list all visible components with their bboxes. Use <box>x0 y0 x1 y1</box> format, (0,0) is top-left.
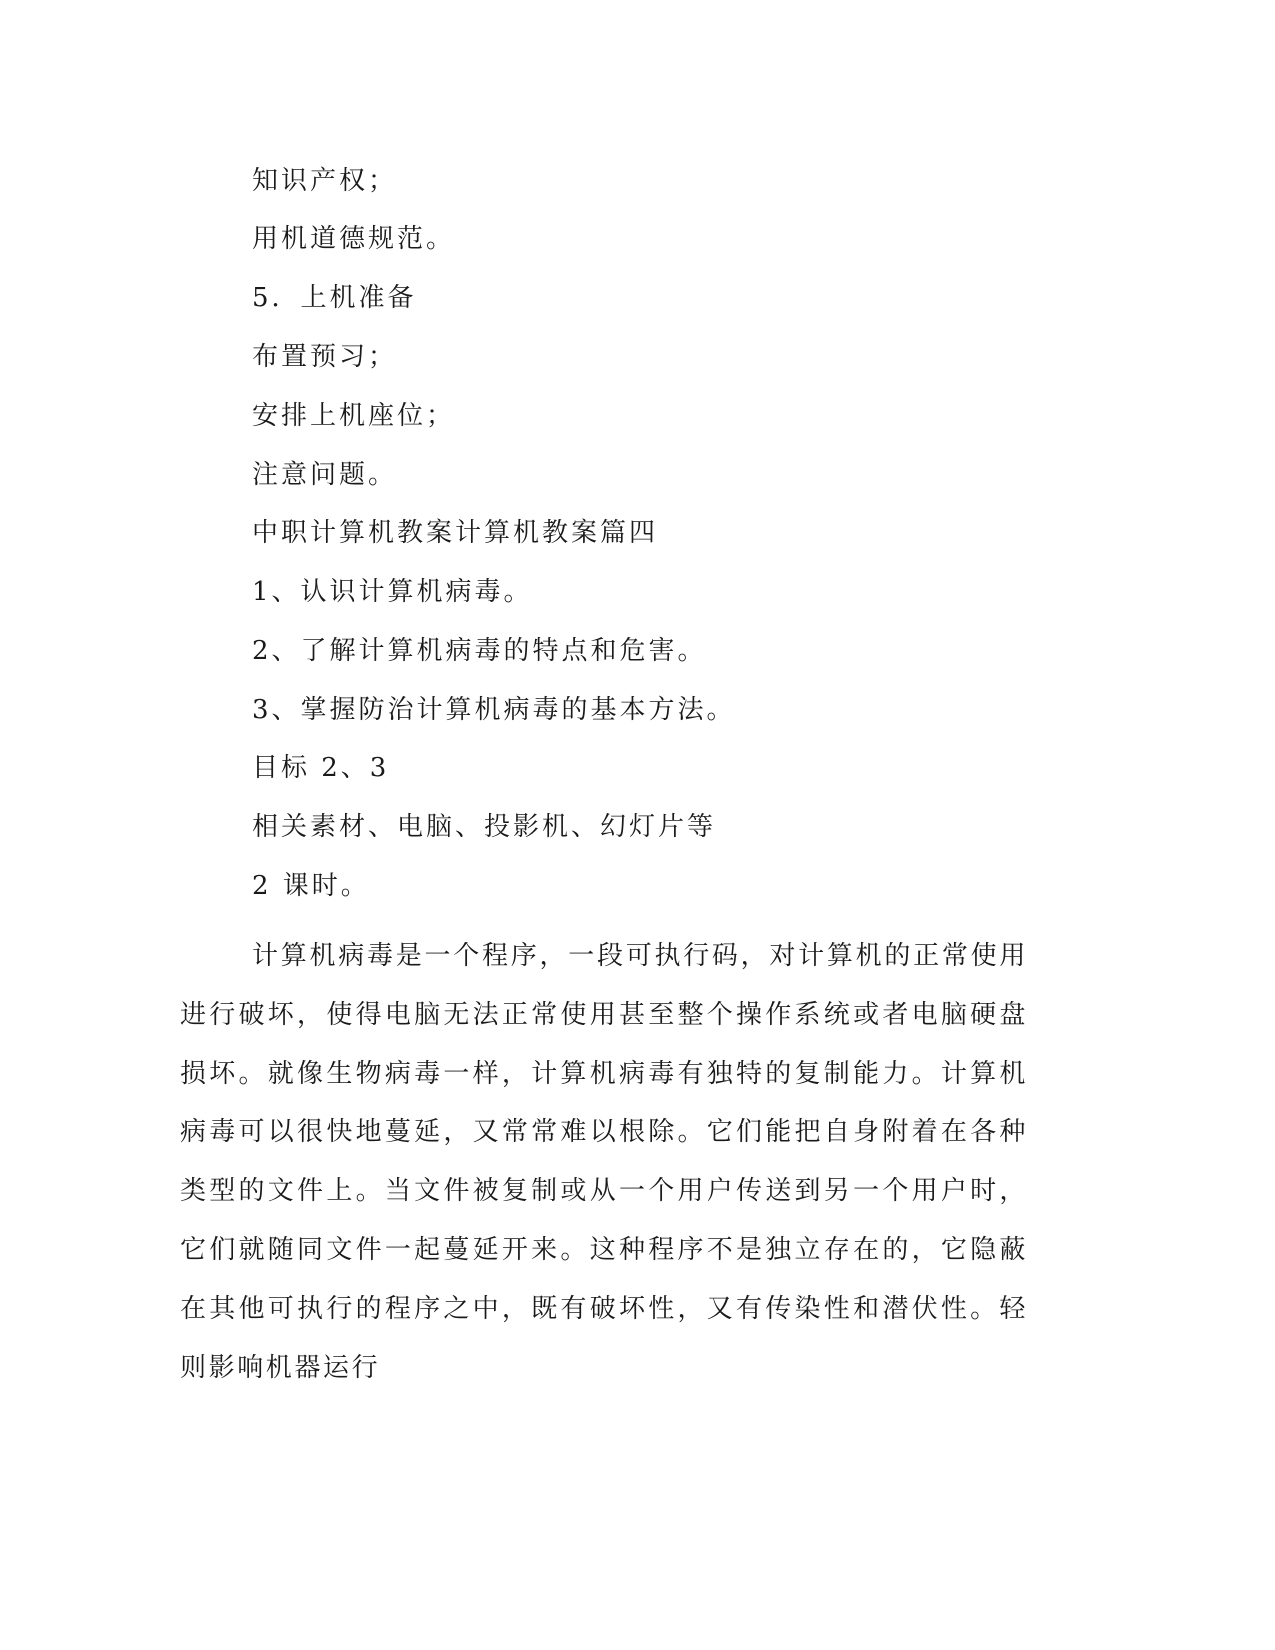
key-objectives: 目标 2、3 <box>252 753 390 783</box>
text-line-seating: 安排上机座位； <box>252 401 456 431</box>
objective-3: 3、掌握防治计算机病毒的基本方法。 <box>252 695 736 725</box>
body-paragraph: 计算机病毒是一个程序，一段可执行码，对计算机的正常使用进行破坏，使得电脑无法正常使用甚至整个操作系统或者电脑硬盘损坏。就像生物病毒一样，计算机病毒有独特的复制能力。计算机病毒可以很快地蔓延，又常常难以根除。它们能把自身附着在各种类型的文件上。当文件被复制或从一个用户传送到另一个用户时，它们就随同文件一起蔓延开来。这种程序不是独立存在的，它隐蔽在其他可执行的程序之中，既有破坏性，又有传染性和潜伏性。轻则影响机器运行 <box>180 941 1028 1383</box>
text-line-assign-preview: 布置预习； <box>252 342 398 372</box>
teaching-materials: 相关素材、电脑、投影机、幻灯片等 <box>252 812 717 842</box>
text-line-computer-ethics: 用机道德规范。 <box>252 224 456 254</box>
objective-1: 1、认识计算机病毒。 <box>252 577 533 607</box>
text-line-lab-preparation: 5．上机准备 <box>252 283 417 313</box>
objective-2: 2、了解计算机病毒的特点和危害。 <box>252 636 707 666</box>
section-heading: 中职计算机教案计算机教案篇四 <box>252 518 659 548</box>
text-line-intellectual-property: 知识产权； <box>252 166 398 196</box>
text-line-notes: 注意问题。 <box>252 460 398 490</box>
class-hours: 2 课时。 <box>252 871 370 901</box>
